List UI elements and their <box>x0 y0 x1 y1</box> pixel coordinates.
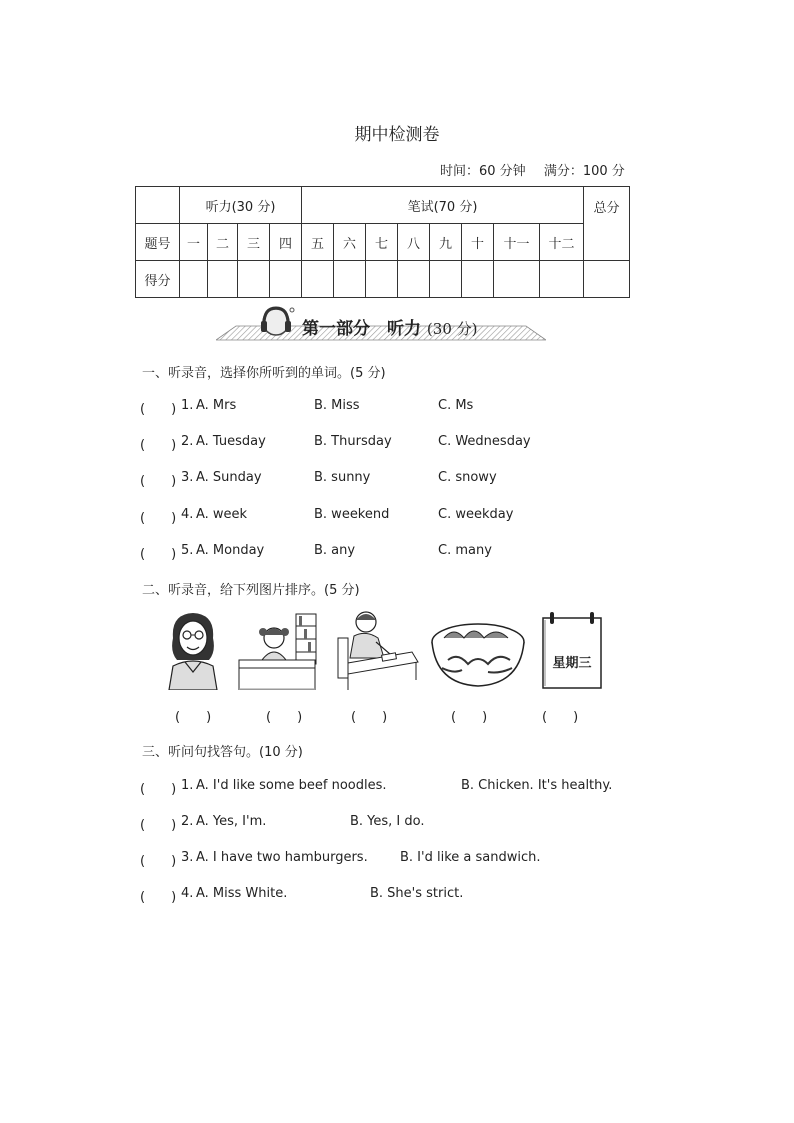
option-a: A. Miss White. <box>196 886 288 901</box>
score-input-cell[interactable] <box>270 261 302 298</box>
option-a: A. Yes, I'm. <box>196 814 267 829</box>
score-input-cell[interactable] <box>180 261 208 298</box>
question-number: 1. <box>181 778 194 793</box>
writing-header: 笔试(70 分) <box>302 187 584 224</box>
number-cell: 十一 <box>494 224 540 261</box>
number-cell: 十 <box>462 224 494 261</box>
answer-blank[interactable]: ( ) <box>140 438 177 453</box>
section1-heading: 一、听录音，选择你所听到的单词。(5 分) <box>142 366 386 381</box>
option-b: B. I'd like a sandwich. <box>400 850 541 865</box>
number-cell: 四 <box>270 224 302 261</box>
question-number: 1. <box>181 398 194 413</box>
score-input-cell[interactable] <box>238 261 270 298</box>
number-cell: 二 <box>208 224 238 261</box>
option-c: C. weekday <box>438 507 514 522</box>
score-table <box>135 186 630 298</box>
number-cell: 九 <box>430 224 462 261</box>
option-b: B. Chicken. It's healthy. <box>461 778 613 793</box>
option-b: B. Thursday <box>314 434 392 449</box>
number-cell: 七 <box>366 224 398 261</box>
answer-blank[interactable]: ( ) <box>140 890 177 905</box>
question-number: 4. <box>181 886 194 901</box>
answer-blank[interactable]: ( ) <box>140 402 177 417</box>
score-input-cell[interactable] <box>462 261 494 298</box>
answer-blank[interactable]: ( ) <box>140 511 177 526</box>
score-input-cell[interactable] <box>302 261 334 298</box>
number-cell: 三 <box>238 224 270 261</box>
option-a: A. I have two hamburgers. <box>196 850 368 865</box>
question-number: 2. <box>181 434 194 449</box>
option-a: A. Monday <box>196 543 265 558</box>
score-input-cell[interactable] <box>366 261 398 298</box>
total-score-cell[interactable] <box>584 261 630 298</box>
score-input-cell[interactable] <box>494 261 540 298</box>
part-points: (30 分) <box>426 320 478 338</box>
calendar-text: 星期三 <box>552 656 592 671</box>
score-row <box>136 261 630 298</box>
corner-cell <box>136 187 180 224</box>
score-input-cell[interactable] <box>208 261 238 298</box>
row-label-number: 题号 <box>136 224 180 261</box>
question-number: 3. <box>181 470 194 485</box>
calendar-picture <box>540 608 604 690</box>
option-b: B. She's strict. <box>370 886 464 901</box>
score-input-cell[interactable] <box>398 261 430 298</box>
number-cell: 十二 <box>540 224 584 261</box>
order-blank-5[interactable]: ( ) <box>542 710 579 725</box>
option-a: A. week <box>196 507 248 522</box>
order-blank-2[interactable]: ( ) <box>266 710 303 725</box>
teacher-picture <box>163 608 223 690</box>
salad-bowl-picture <box>428 608 528 690</box>
row-label-score: 得分 <box>136 261 180 298</box>
option-b: B. sunny <box>314 470 371 485</box>
page-title: 期中检测卷 <box>354 125 440 145</box>
number-row <box>136 224 630 261</box>
option-a: A. Sunday <box>196 470 262 485</box>
score-input-cell[interactable] <box>540 261 584 298</box>
answer-blank[interactable]: ( ) <box>140 547 177 562</box>
number-cell: 八 <box>398 224 430 261</box>
exam-meta <box>440 160 639 179</box>
answer-blank[interactable]: ( ) <box>140 474 177 489</box>
number-cell: 一 <box>180 224 208 261</box>
question-number: 4. <box>181 507 194 522</box>
answer-blank[interactable]: ( ) <box>140 854 177 869</box>
full-score: 满分：100 分 <box>543 164 625 179</box>
score-input-cell[interactable] <box>334 261 366 298</box>
listening-header: 听力(30 分) <box>180 187 302 224</box>
number-cell: 六 <box>334 224 366 261</box>
part-title-text: 第一部分 听力 <box>302 319 421 339</box>
option-c: C. Wednesday <box>438 434 531 449</box>
option-c: C. Ms <box>438 398 474 413</box>
total-header: 总分 <box>584 187 630 261</box>
time-limit: 时间：60 分钟 <box>440 164 526 179</box>
order-blank-4[interactable]: ( ) <box>451 710 488 725</box>
option-b: B. Yes, I do. <box>350 814 425 829</box>
girl-reading-picture <box>236 608 318 690</box>
section2-heading: 二、听录音，给下列图片排序。(5 分) <box>142 583 360 598</box>
number-cell: 五 <box>302 224 334 261</box>
option-a: A. Tuesday <box>196 434 266 449</box>
option-b: B. any <box>314 543 356 558</box>
order-blank-3[interactable]: ( ) <box>351 710 388 725</box>
question-number: 3. <box>181 850 194 865</box>
question-number: 2. <box>181 814 194 829</box>
order-blank-1[interactable]: ( ) <box>175 710 212 725</box>
answer-blank[interactable]: ( ) <box>140 818 177 833</box>
option-b: B. Miss <box>314 398 360 413</box>
question-number: 5. <box>181 543 194 558</box>
section3-heading: 三、听问句找答句。(10 分) <box>142 745 303 760</box>
option-c: C. many <box>438 543 492 558</box>
option-a: A. I'd like some beef noodles. <box>196 778 387 793</box>
part-title <box>302 314 477 339</box>
option-a: A. Mrs <box>196 398 237 413</box>
option-b: B. weekend <box>314 507 390 522</box>
answer-blank[interactable]: ( ) <box>140 782 177 797</box>
boy-writing-picture <box>332 608 420 690</box>
option-c: C. snowy <box>438 470 497 485</box>
score-input-cell[interactable] <box>430 261 462 298</box>
headphones-icon <box>261 308 294 335</box>
